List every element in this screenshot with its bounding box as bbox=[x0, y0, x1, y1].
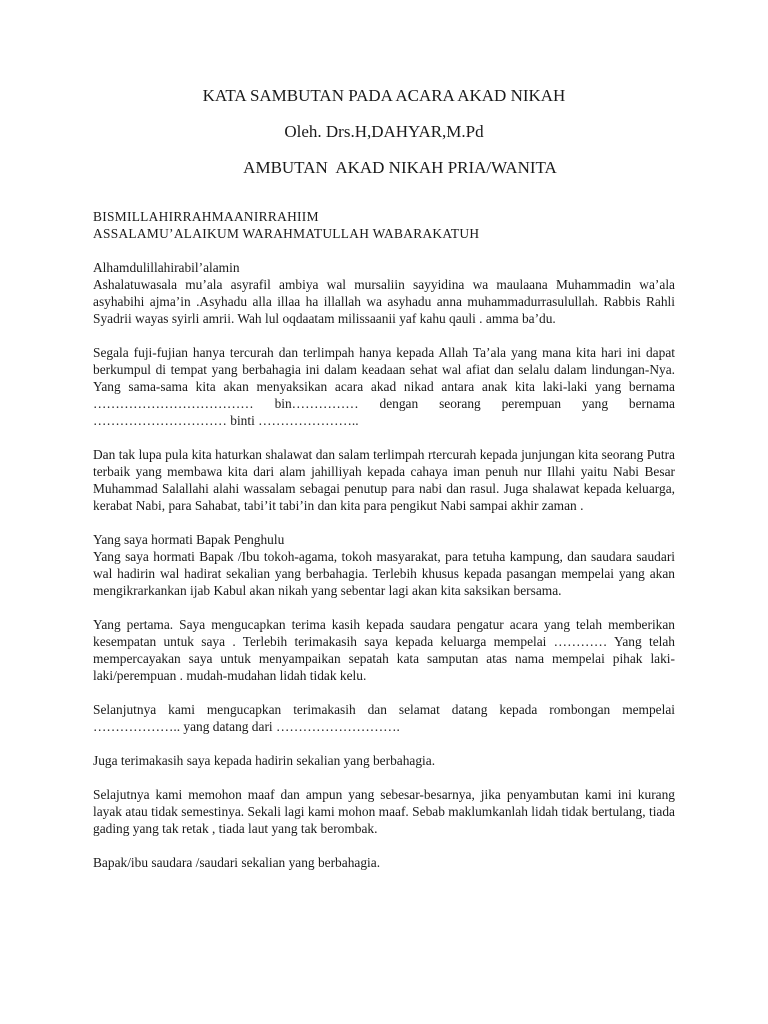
paragraph-greeting-body: Yang saya hormati Bapak /Ibu tokoh-agama, tokoh masyarakat, para tetuha kampung, dan saudara saudari wal hadirin wal hadirat sekalian yang berbahagia. Terlebih khusus kepada pasangan mempelai yang akan mengikrarkankan ijab Kabul akan nikah yang sebentar lagi akan kita saksikan bersama. bbox=[93, 549, 675, 598]
paragraph-shalawat: Dan tak lupa pula kita haturkan shalawat dan salam terlimpah rtercurah kepada junjungan kita seorang Putra terbaik yang membawa kita dari alam jahilliyah kepada cahaya iman penuh nur Illahi yaitu Nabi Besar Muhammad Salallahi alahi wassalam sebagai penutup para nabi dan rasul. Juga shalawat kepada keluarga, kerabat Nabi, para Sahabat, tabi’it tabi’in dan kita para pengikut Nabi sampai akhir zaman . bbox=[93, 447, 675, 513]
opening-salam: ASSALAMU’ALAIKUM WARAHMATULLAH WABARAKATUH bbox=[93, 226, 480, 241]
paragraph-hamdalah-body: Ashalatuwasala mu’ala asyrafil ambiya wal mursaliin sayyidina wa maulaana Muhammadin wa’ala asyhabihi ajma’in .Asyhadu alla illaa ha illallah wa asyhadu anna muhammadurrasulullah. Rabbis Rahli Syadrii wayas syirli amrii. Wah lul oqdaatam milissaanii yaf kahu qauli . amma ba’du. bbox=[93, 277, 675, 326]
document-title: KATA SAMBUTAN PADA ACARA AKAD NIKAH bbox=[202, 86, 566, 105]
paragraph-thanks-first: Yang pertama. Saya mengucapkan terima kasih kepada saudara pengatur acara yang telah memberikan kesempatan untuk saya . Terlebih terimakasih saya kepada keluarga mempelai ………… Yang telah mempercayakan saya untuk menyampaikan sepatah kata samputan atas nama mempelai pihak laki-laki/perempuan . mudah-mudahan lidah tidak kelu. bbox=[93, 617, 675, 683]
document-subtitle: AMBUTAN AKAD NIKAH PRIA/WANITA bbox=[243, 158, 557, 177]
opening-basmalah: BISMILLAHIRRAHMAANIRRAHIIM bbox=[93, 209, 319, 224]
paragraph-hamdalah-title: Alhamdulillahirabil’alamin bbox=[93, 260, 240, 275]
paragraph-welcome: Selanjutnya kami mengucapkan terimakasih dan selamat datang kepada rombongan mempelai ……………….. yang datang dari ………………………. bbox=[93, 702, 675, 734]
paragraph-praise: Segala fuji-fujian hanya tercurah dan terlimpah hanya kepada Allah Ta’ala yang mana kita hari ini dapat berkumpul di tempat yang berbahagia ini dalam keadaan sehat wal afiat dan selalu dalam lindungan-Nya. Yang sama-sama kita akan menyaksikan acara akad nikad antara anak kita laki-laki yang bernama ……………………………… bin…………… dengan seorang perempuan yang bernama ………………………… binti ………………….. bbox=[93, 345, 675, 428]
document-body bbox=[93, 208, 675, 871]
paragraph-thanks-audience: Juga terimakasih saya kepada hadirin sekalian yang berbahagia. bbox=[93, 753, 436, 768]
paragraph-apology: Selajutnya kami memohon maaf dan ampun yang sebesar-besarnya, jika penyambutan kami ini kurang layak atau tidak semestinya. Sekali lagi kami mohon maaf. Sebab maklumkanlah lidah tidak bertulang, tiada gading yang tak retak , tiada laut yang tak berombak. bbox=[93, 787, 675, 836]
paragraph-closing-address: Bapak/ibu saudara /saudari sekalian yang berbahagia. bbox=[93, 855, 381, 870]
paragraph-greeting-title: Yang saya hormati Bapak Penghulu bbox=[93, 532, 285, 547]
document-author: Oleh. Drs.H,DAHYAR,M.Pd bbox=[284, 122, 484, 141]
